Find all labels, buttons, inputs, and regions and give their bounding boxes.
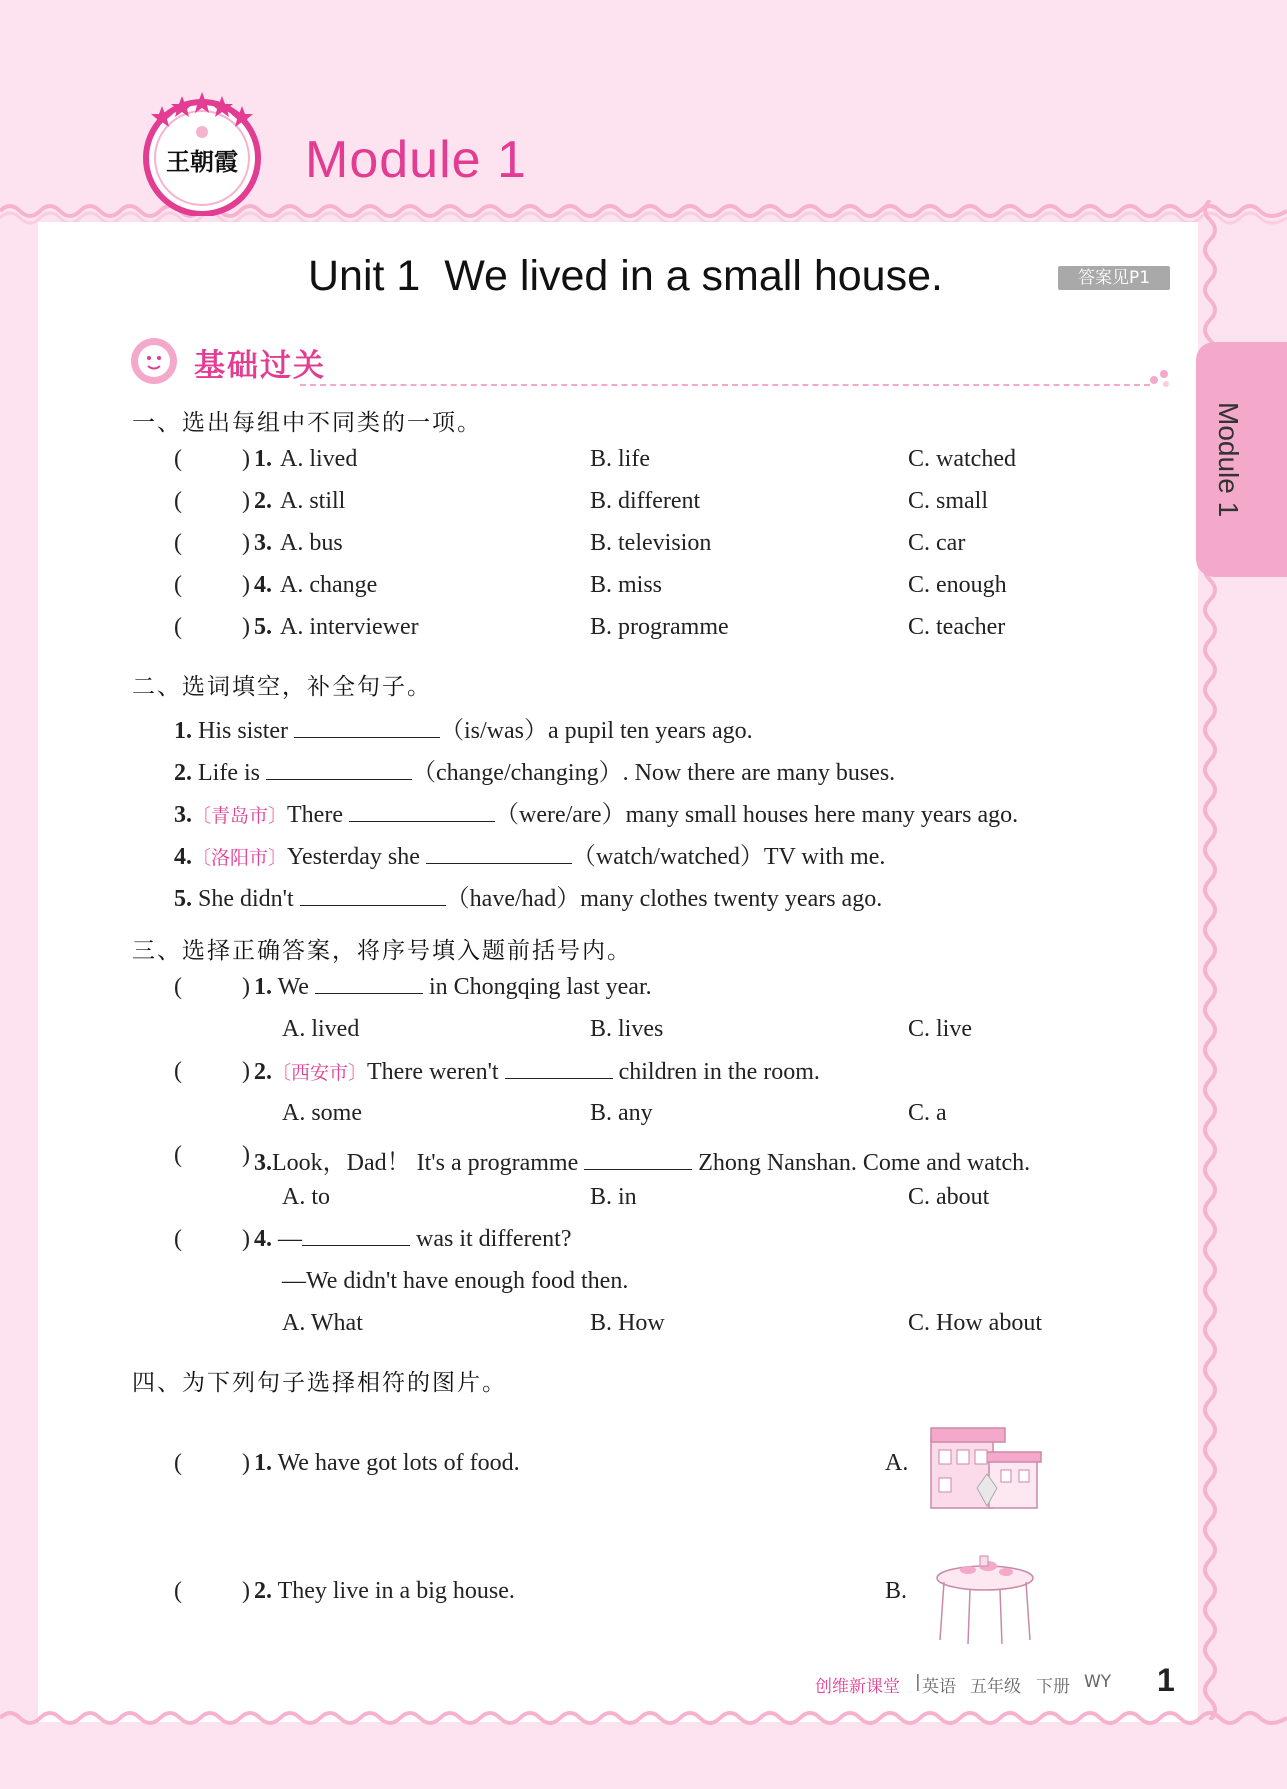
answer-blank[interactable] — [349, 803, 495, 822]
option-c: C. a — [908, 1100, 947, 1126]
section-title: 基础过关 — [194, 348, 326, 384]
option-c: C. live — [908, 1016, 972, 1042]
answer-blank[interactable] — [505, 1060, 613, 1079]
option-c: C. car — [908, 530, 966, 556]
side-module-tab — [1196, 342, 1287, 577]
option-a: A. to — [282, 1184, 330, 1210]
option-b: B. any — [590, 1100, 653, 1126]
answer-blank[interactable] — [266, 761, 412, 780]
question-number: 5. — [254, 614, 272, 640]
option-b: B. programme — [590, 614, 729, 640]
option-b: B. different — [590, 488, 701, 514]
svg-text:王朝霞: 王朝霞 — [166, 147, 238, 176]
part4-heading: 四、为下列句子选择相符的图片。 — [132, 1370, 507, 1396]
part1-heading: 一、选出每组中不同类的一项。 — [132, 410, 482, 436]
answer-blank[interactable] — [294, 719, 440, 738]
footer-grade: 五年级 — [970, 1677, 1021, 1697]
part2-question-1: 1. His sister （is/was）a pupil ten years ago. — [174, 718, 753, 744]
option-c: C. small — [908, 488, 989, 514]
part2-question-4: 4.〔洛阳市〕Yesterday she （watch/watched）TV with me. — [174, 844, 886, 870]
footer-brand: 创维新课堂 — [815, 1677, 900, 1697]
part3-heading: 三、选择正确答案，将序号填入题前括号内。 — [132, 938, 632, 964]
footer-term: 下册 — [1036, 1677, 1070, 1697]
option-c: C. enough — [908, 572, 1007, 598]
table-icon — [930, 1548, 1040, 1648]
part2-question-5: 5. She didn't （have/had）many clothes twenty years ago. — [174, 886, 883, 912]
option-a: A. lived — [280, 446, 358, 472]
option-c: C. How about — [908, 1310, 1042, 1336]
question-number: 4. — [254, 572, 272, 598]
option-c: C. watched — [908, 446, 1016, 472]
option-a: A. still — [280, 488, 346, 514]
option-b: B. life — [590, 446, 650, 472]
house-icon — [925, 1418, 1045, 1518]
option-a: A. change — [280, 572, 378, 598]
answer-blank[interactable] — [300, 887, 446, 906]
city-tag: 〔西安市〕 — [272, 1062, 368, 1084]
module-title: Module 1 — [305, 131, 527, 189]
option-a: A. interviewer — [280, 614, 419, 640]
answer-blank[interactable] — [315, 975, 423, 994]
option-b: B. in — [590, 1184, 637, 1210]
answer-blank[interactable] — [302, 1227, 410, 1246]
footer-edition: WY — [1084, 1672, 1112, 1692]
option-b: B. lives — [590, 1016, 664, 1042]
picture-option-label: B. — [885, 1578, 908, 1604]
dialogue-reply: —We didn't have enough food then. — [282, 1268, 629, 1294]
section-divider — [300, 384, 1150, 386]
option-a: A. bus — [280, 530, 343, 556]
section-mascot-icon — [128, 336, 180, 386]
city-tag: 〔洛阳市〕 — [192, 847, 288, 869]
option-a: A. lived — [282, 1016, 360, 1042]
question-number: 1. — [254, 446, 272, 472]
part2-question-3: 3.〔青岛市〕There （were/are）many small houses here many years ago. — [174, 802, 1019, 828]
option-a: A. some — [282, 1100, 362, 1126]
page-number: 1 — [1157, 1662, 1175, 1698]
footer-separator: | — [915, 1672, 921, 1692]
bottom-wave-border — [0, 1706, 1287, 1736]
decorative-dots-icon — [1148, 366, 1172, 390]
option-b: B. How — [590, 1310, 665, 1336]
city-tag: 〔青岛市〕 — [192, 805, 288, 827]
option-c: C. teacher — [908, 614, 1006, 640]
option-c: C. about — [908, 1184, 990, 1210]
question-number: 3. — [254, 530, 272, 556]
question-number: 2. — [254, 488, 272, 514]
answer-blank[interactable] — [584, 1151, 692, 1170]
option-a: A. What — [282, 1310, 363, 1336]
answer-reference-badge: 答案见P1 — [1058, 266, 1170, 290]
option-b: B. television — [590, 530, 712, 556]
answer-blank[interactable] — [426, 845, 572, 864]
picture-option-label: A. — [885, 1450, 909, 1476]
unit-title: Unit 1 We lived in a small house. — [308, 252, 943, 300]
brand-logo — [140, 92, 264, 216]
footer-subject: 英语 — [922, 1677, 956, 1697]
part2-heading: 二、选词填空，补全句子。 — [132, 674, 432, 700]
part2-question-2: 2. Life is （change/changing）. Now there are many buses. — [174, 760, 896, 786]
option-b: B. miss — [590, 572, 663, 598]
side-tab-label: Module 1 — [1213, 402, 1244, 518]
